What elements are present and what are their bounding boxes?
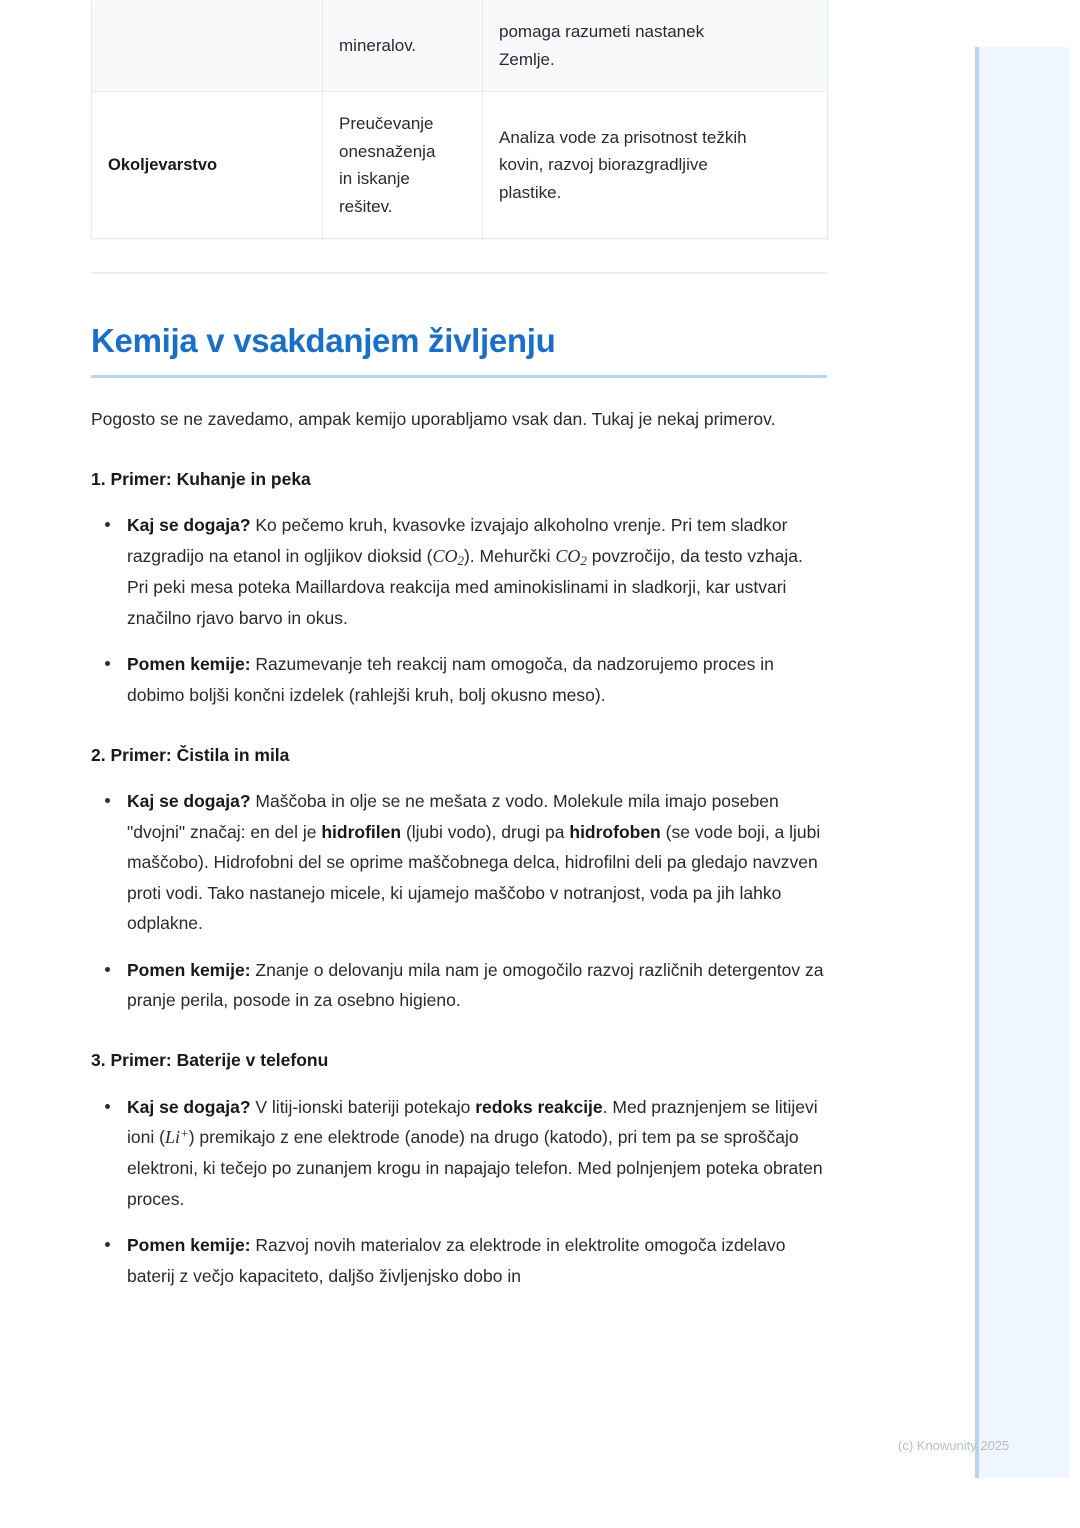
list-item: Kaj se dogaja? Maščoba in olje se ne mešata z vodo. Molekule mila imajo poseben "dvojni" značaj: en del je hidrofilen (ljubi vodo), drugi pa hidrofoben (se vode boji, a ljubi maščobo). Hidrofobni del se oprime maščobnega delca, hidrofilni deli pa gledajo navzven proti vodi. Tako nastanejo micele, ki ujamejo maščobo v notranjost, voda pa jih lahko odplakne. [91,786,827,938]
section-divider [91,272,827,274]
example-point-list [91,786,827,1015]
point-lead-label: Pomen kemije: [127,959,251,980]
fields-of-chemistry-table [91,0,828,239]
table-cell-description [323,0,483,92]
example-heading: 2. Primer: Čistila in mila [91,745,290,766]
table-cell-line: rešitev. [339,196,393,216]
watermark: (c) Knowunity 2025 [898,1438,1010,1453]
list-item: Pomen kemije: Razvoj novih materialov za elektrode in elektrolite omogoča izdelavo baterij z večjo kapaciteto, daljšo življenjsko dobo in [91,1230,827,1291]
chemical-formula: Li+ [164,1125,189,1148]
list-item: Pomen kemije: Znanje o delovanju mila nam je omogočilo razvoj različnih detergentov za pranje perila, posode in za osebno higieno. [91,955,827,1016]
chemical-formula: $CO_2$ [432,545,464,568]
example-point-list [91,1092,827,1292]
table-cell-field: Okoljevarstvo [92,92,323,239]
chemical-formula: $CO_2$ [555,545,587,568]
point-lead-label: Kaj se dogaja? [127,1096,251,1117]
table-cell-line: in iskanje [339,169,410,189]
table-cell-line: Zemlje. [499,49,555,69]
document-page [91,0,827,1291]
table-cell-field [92,0,323,92]
table-cell-line: plastike. [499,182,562,202]
table-cell-description [323,92,483,239]
point-lead-label: Pomen kemije: [127,1235,251,1256]
table-cell-line: pomaga razumeti nastanek [499,22,705,41]
bold-term: hidrofilen [321,821,402,842]
table-cell-line: mineralov. [339,35,417,55]
table-cell-examples [483,92,828,239]
list-item: Kaj se dogaja? V litij-ionski bateriji potekajo redoks reakcije. Med praznjenjem se litijevi ioni (Li+) premikajo z ene elektrode (anode) na drugo (katodo), pri tem pa se sproščajo elektroni, ki tečejo po zunanjem krogu in napajajo telefon. Med polnjenjem poteka obraten proces. [91,1092,827,1215]
table-cell-line: Analiza vode za prisotnost težkih [499,127,747,147]
example-point-list [91,510,827,710]
point-lead-label: Kaj se dogaja? [127,791,251,812]
bold-term: hidrofoben [569,821,661,842]
page-title: Kemija v vsakdanjem življenju [91,322,556,360]
heading-underline [91,375,827,378]
examples-container [91,466,827,1291]
example-heading: 3. Primer: Baterije v telefonu [91,1050,329,1071]
example-heading: 1. Primer: Kuhanje in peka [91,468,311,489]
point-lead-label: Kaj se dogaja? [127,515,251,536]
intro-paragraph: Pogosto se ne zavedamo, ampak kemijo uporabljamo vsak dan. Tukaj je nekaj primerov. [91,408,776,429]
list-item: Pomen kemije: Razumevanje teh reakcij nam omogoča, da nadzorujemo proces in dobimo boljši končni izdelek (rahlejši kruh, bolj okusno meso). [91,649,827,710]
table-cell-examples [483,0,828,92]
table-row [92,0,828,92]
list-item: Kaj se dogaja? Ko pečemo kruh, kvasovke izvajajo alkoholno vrenje. Pri tem sladkor razgradijo na etanol in ogljikov dioksid $(CO_2)$. Mehurčki $CO_2$ povzročijo, da testo vzhaja. Pri peki mesa poteka Maillardova reakcija med aminokislinami in sladkorji, kar ustvari značilno rjavo barvo in okus. [91,510,827,633]
table-cell-line: Preučevanje [339,114,434,134]
table-cell-line: onesnaženja [339,141,436,161]
bold-term: redoks reakcije [475,1096,603,1117]
table-cell-line: kovin, razvoj biorazgradljive [499,155,708,175]
right-side-panel [975,47,1069,1478]
table-row [92,92,828,239]
point-lead-label: Pomen kemije: [127,654,251,675]
